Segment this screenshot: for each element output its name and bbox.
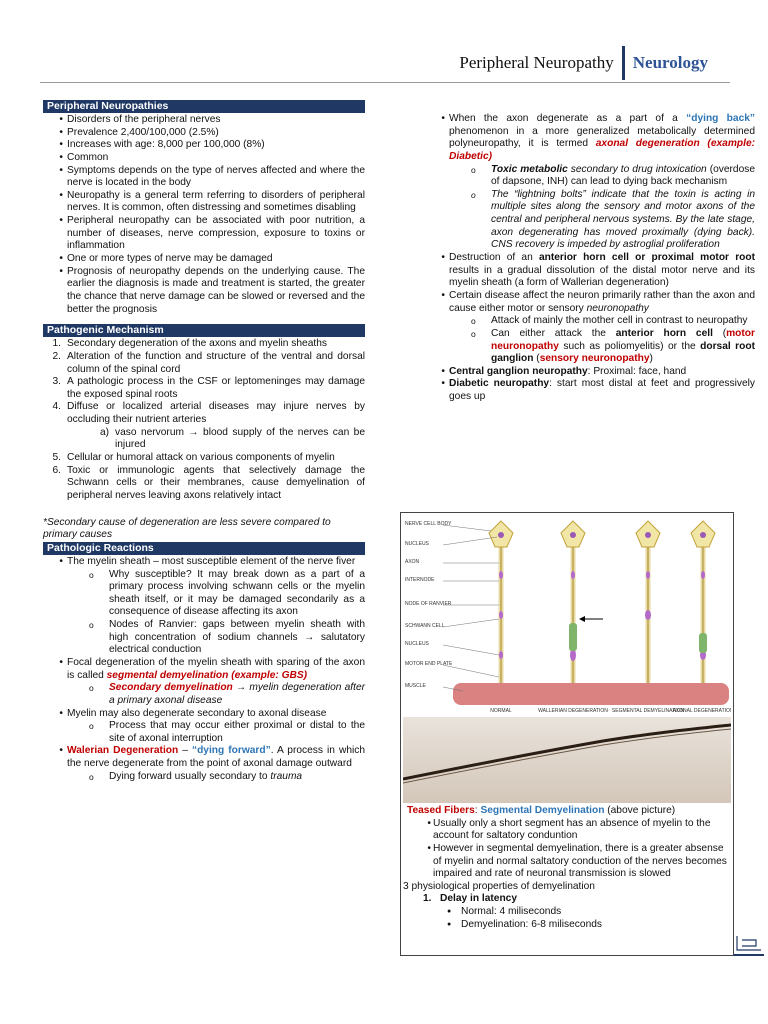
list-item: • Certain disease affect the neuron primarily rather than the axon and cause either motor or sensory neuronopathy o Attack of mainly the mother cell in contrast to neuropathy o Can either attack the anterior horn cell (motor neuronopathy such as poliomyelitis) or the dorsal root ganglion (sensory neuronopathy) [449, 290, 755, 366]
list-item: • When the axon degenerate as a part of a “dying back” phenomenon in a more generalized metabolically determined polyneuropathy, it is termed axonal degeneration (example: Diabetic) o Toxic metabolic secondary to drug intoxication (overdose of dapsone, INH) can lead to dying back mechanism o The “lightning bolts” indicate that the toxin is acting in multiple sites along the sensory and motor axons of the central and peripheral nervous systems. By the late stage, axon degenerating has moved proximally (dying back). CNS recovery is impeded by astroglial proliferation [449, 113, 755, 252]
list-item: 4. Diffuse or localized arterial diseases may injure nerves by occluding their nutrient arteries a) vaso nervorum → blood supply of the nerves can be injured [52, 401, 365, 451]
list-item: • Myelin may also degenerate secondary to axonal disease o Process that may occur either proximal or distal to the site of axonal interruption [67, 708, 365, 746]
footnote: *Secondary cause of degeneration are less severe compared to primary causes [43, 516, 331, 541]
list-item: 6. Toxic or immunologic agents that selectively damage the Schwann cells or their membranes, cause demyelination of peripheral nerves leaving axons relatively intact [52, 464, 365, 501]
fig-label: NODE OF RANVIER [405, 601, 452, 607]
header-title: Peripheral Neuropathy [459, 53, 614, 73]
list-item: • Neuropathy is a general term referring to disorders of peripheral nerves. It is common, often distressing and sometimes disabling [67, 190, 365, 215]
section-heading-reactions: Pathologic Reactions [43, 542, 365, 555]
fig-label: NUCLEUS [405, 641, 429, 647]
fig-label: INTERNODE [405, 577, 435, 583]
fig-caption: NORMAL [490, 708, 512, 714]
sub-item: a) vaso nervorum → blood supply of the nerves can be injured [99, 426, 365, 451]
sub-item: o Why susceptible? It may break down as a part of a primary process involving schwann cells or the myelin sheath itself, or it may be damaged secondarily as a consequence of disease affecting its axon [109, 569, 365, 620]
degeneration-list [449, 113, 755, 404]
properties-heading: 3 physiological properties of demyelination [403, 880, 595, 892]
teased-fiber-photo [403, 717, 731, 803]
nerve-degeneration-figure [403, 515, 731, 715]
list-item: • Common [67, 152, 365, 165]
list-item: ● Demyelination: 6-8 miliseconds [461, 919, 729, 932]
fig-label: NERVE CELL BODY [405, 521, 452, 527]
list-item: 1. Secondary degeneration of the axons and myelin sheaths [52, 338, 327, 350]
list-item: • Symptoms depends on the type of nerves affected and where the nerve is located in the body [67, 165, 365, 190]
list-item: • Disorders of the peripheral nerves [67, 114, 365, 127]
list-item: • However in segmental demyelination, there is a greater absense of myelin and normal saltatory conduction of the nerves becomes impaired and rate of neuronal transmission is slowed [433, 843, 729, 881]
list-item: 2. Alteration of the function and structure of the ventral and dorsal column of the spinal cord [52, 350, 365, 375]
fig-caption: WALLERIAN DEGENERATION [538, 708, 608, 714]
section-heading-neuropathies: Peripheral Neuropathies [43, 100, 365, 113]
pathogenic-list [52, 338, 365, 502]
sub-item: o Process that may occur either proximal or distal to the site of axonal interruption [109, 720, 365, 745]
list-item: • Usually only a short segment has an absence of myelin to the account for saltatory conduntion [433, 818, 729, 843]
header-subject: Neurology [632, 53, 708, 73]
list-item: 5. Cellular or humoral attack on various components of myelin [52, 452, 335, 464]
sub-item: o Toxic metabolic secondary to drug intoxication (overdose of dapsone, INH) can lead to dying back mechanism [491, 164, 755, 189]
fig-caption: AXONAL DEGENERATION [672, 708, 731, 714]
sub-item: o Nodes of Ranvier: gaps between myelin sheath with high concentration of sodium channels → salutatory electrical conduction [109, 619, 365, 657]
list-item: • Peripheral neuropathy can be associated with poor nutrition, a number of diseases, nerve compression, exposure to toxins or inflammation [67, 215, 365, 253]
list-item: • The myelin sheath – most susceptible element of the nerve fiver o Why susceptible? It may break down as a part of a primary process involving schwann cells or the myelin sheath itself, or it may be damaged secondarily as a consequence of disease affecting its axon o Nodes of Ranvier: gaps between myelin sheath with high concentration of sodium channels → salutatory electrical conduction [67, 556, 365, 657]
list-item: • Walerian Degeneration – “dying forward”. A process in which the nerve degenerate from the point of axonal damage outward o Dying forward usually secondary to trauma [67, 745, 365, 783]
page-number-mark [734, 926, 764, 956]
list-item: • Prognosis of neuropathy depends on the underlying cause. The earlier the diagnosis is made and treatment is started, the greater the chance that nerve damage can be slowed or reversed and the better the prognosis [67, 266, 365, 317]
list-item: • Prevalence 2,400/100,000 (2.5%) [67, 127, 365, 140]
sub-item: o Dying forward usually secondary to trauma [109, 771, 365, 784]
sub-item: o The “lightning bolts” indicate that the toxin is acting in multiple sites along the sensory and motor axons of the central and peripheral nervous systems. By the late stage, axon degenerating has moved proximally (dying back). CNS recovery is impeded by astroglial proliferation [491, 189, 755, 252]
teased-fibers-title: Teased Fibers: Segmental Demyelination (above picture) [407, 805, 676, 816]
left-column [43, 100, 365, 783]
fig-label: MOTOR END PLATE [405, 661, 453, 667]
list-item: • One or more types of nerve may be damaged [67, 253, 365, 266]
neuropathies-list [67, 114, 365, 316]
list-item: • Focal degeneration of the myelin sheath with sparing of the axon is called segmental demyelination (example: GBS) o Secondary demyelination → myelin degeneration after a primary axonal disease [67, 657, 365, 708]
sub-item: o Secondary demyelination → myelin degeneration after a primary axonal disease [109, 682, 365, 707]
property-item: 1. Delay in latency [423, 893, 518, 905]
header-rule [40, 82, 730, 83]
list-item: • Destruction of an anterior horn cell or proximal motor root results in a gradual dissolution of the distal motor nerve and its myelin sheath (a form of Wallerian degeneration) [449, 252, 755, 290]
fig-label: NUCLEUS [405, 541, 429, 547]
list-item: • Increases with age: 8,000 per 100,000 (8%) [67, 139, 365, 152]
list-item: 3. A pathologic process in the CSF or leptomeninges may damage the exposed spinal roots [52, 376, 365, 400]
section-heading-pathogenic: Pathogenic Mechanism [43, 324, 365, 337]
page-corner-icon [734, 926, 764, 956]
teased-fibers-text [403, 805, 729, 931]
teased-fiber-svg [403, 717, 731, 803]
fig-caption: SEGMENTAL DEMYELINATION [611, 708, 685, 714]
list-item: ● Normal: 4 miliseconds [461, 906, 729, 919]
reactions-list [67, 556, 365, 784]
fig-label: MUSCLE [405, 683, 426, 689]
sub-item: o Can either attack the anterior horn cell (motor neuronopathy such as poliomyelitis) or the dorsal root ganglion (sensory neuronopathy) [491, 328, 755, 366]
list-item: • Central ganglion neuropathy: Proximal: face, hand [449, 366, 755, 379]
nerve-diagram-svg [403, 515, 731, 715]
fig-label: SCHWANN CELL [405, 623, 445, 629]
fig-label: AXON [405, 559, 420, 565]
page-header [459, 46, 708, 80]
right-column [425, 113, 755, 404]
figure-box [400, 512, 734, 956]
sub-item: o Attack of mainly the mother cell in contrast to neuropathy [491, 315, 755, 328]
list-item: • Diabetic neuropathy: start most distal at feet and progressively goes up [449, 378, 755, 403]
